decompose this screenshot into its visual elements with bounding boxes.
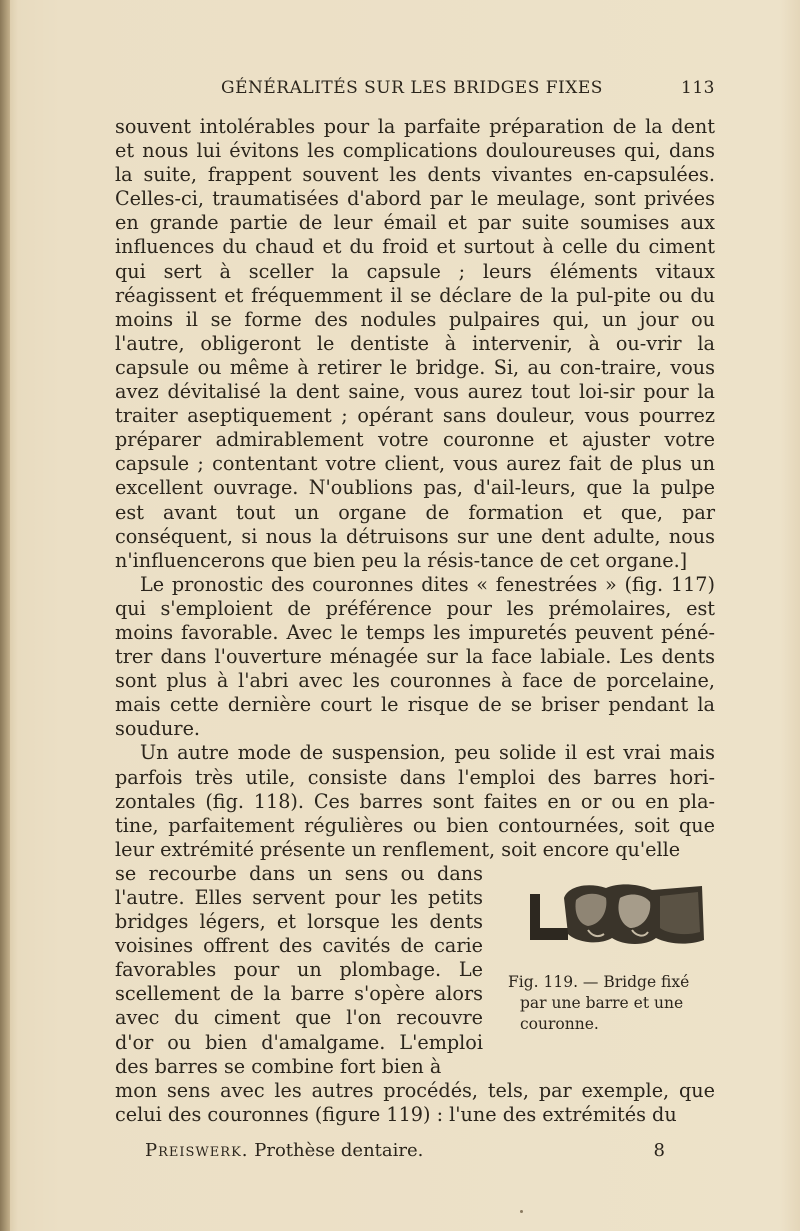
footer-author: Preiswerk. [145,1140,249,1161]
paragraph-3-start: Un autre mode de suspension, peu solide il est vrai mais parfois très utile, consiste dans l'emploi des barres hori-zontales (fig. 118). Ces barres sont faites en or ou en pla-tine, parfaitement régulières ou bien contournées, soit que leur extrémité présente un renflement, soit encore qu'elle [115,741,715,861]
paragraph-2: Le pronostic des couronnes dites « fenestrées » (fig. 117) qui s'emploient de préférence pour les prémolaires, est moins favorable. Avec le temps les impuretés peuvent péné-trer dans l'ouverture ménagée sur la face labiale. Les dents sont plus à l'abri avec les couronnes à face de porcelaine, mais cette dernière court le risque de se briser pendant la soudure. [115,572,715,741]
figure-wrap-area [115,862,715,1079]
running-header [115,78,715,104]
paragraph-1: souvent intolérables pour la parfaite préparation de la dent et nous lui évitons les complications douloureuses qui, dans la suite, frappent souvent les dents vivantes en-capsulées. Celles-ci, traumatisées d'abord par le meulage, sont privées en grande partie de leur émail et par suite soumises aux influences du chaud et du froid et surtout à celle du ciment qui sert à sceller la capsule ; leurs éléments vitaux réagissent et fréquemment il se déclare de la pul-pite ou du moins il se forme des nodules pulpaires qui, un jour ou l'autre, obligeront le dentiste à intervenir, à ou-vrir la capsule ou même à retirer le bridge. Si, au con-traire, vous avez dévitalisé la dent saine, vous aurez tout loi-sir pour la traiter aseptiquement ; opérant sans douleur, vous pourrez préparer admirablement votre couronne et ajuster votre capsule ; contentant votre client, vous aurez fait de plus un excellent ouvrage. N'oublions pas, d'ail-leurs, que la pulpe est avant tout un organe de formation et que, par conséquent, si nous la détruisons sur une dent adulte, nous n'influencerons que bien peu la résis-tance de cet organe.] [115,115,715,572]
caption-line-2: par une barre et une [520,993,684,1012]
figure-119 [508,862,718,1042]
caption-line-1: Fig. 119. — Bridge fixé [508,972,690,991]
bridge-illustration [528,880,708,950]
header-title: GÉNÉRALITÉS SUR LES BRIDGES FIXES [221,78,603,98]
page-number: 113 [681,78,715,98]
paragraph-3-narrow: se recourbe dans un sens ou dans l'autre. Elles servent pour les petits bridges légers, et lorsque les dents voisines offrent des cavités de carie favorables pour un plombage. Le scellement de la barre s'opère alors avec du ciment que l'on recouvre d'or ou bien d'amalgame. L'emploi des barres se combine fort bien à [115,861,483,1078]
paper-speck [520,1210,523,1213]
signature-mark: 8 [653,1140,665,1161]
caption-line-3: couronne. [520,1014,599,1033]
body-text [115,115,715,1127]
book-spine-edge [0,0,10,1231]
footer-book: Prothèse dentaire. [254,1140,424,1161]
paragraph-3-end: mon sens avec les autres procédés, tels, par exemple, que celui des couronnes (figure 119) : l'une des extrémités du [115,1078,715,1126]
figure-caption [508,972,718,1035]
page-footer [145,1140,665,1164]
